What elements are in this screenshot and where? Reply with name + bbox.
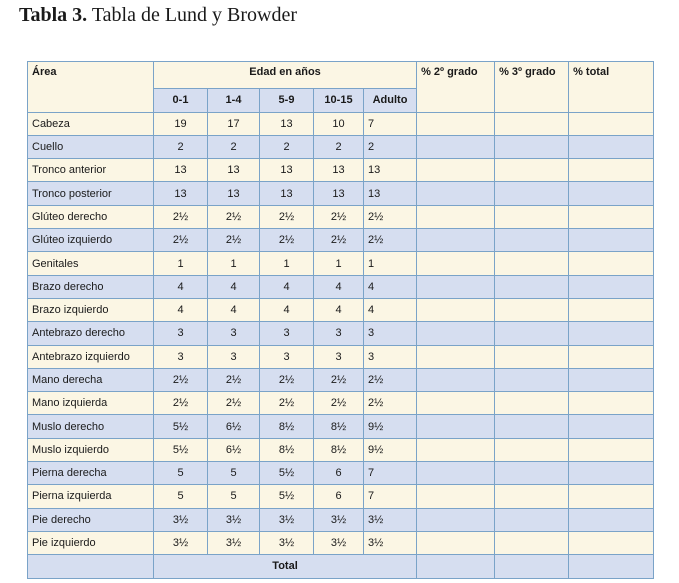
- percent-entry-cell[interactable]: [569, 205, 654, 228]
- value-cell: 2: [260, 135, 314, 158]
- area-cell: Cabeza: [28, 112, 154, 135]
- percent-entry-cell[interactable]: [417, 182, 495, 205]
- value-cell: 3: [260, 345, 314, 368]
- value-cell: 13: [260, 112, 314, 135]
- age-column-header: 5-9: [260, 89, 314, 112]
- value-cell: 5½: [260, 485, 314, 508]
- total-entry-cell[interactable]: [495, 555, 569, 578]
- table-row: [28, 275, 654, 298]
- area-header: Área: [28, 62, 154, 113]
- value-cell: 13: [260, 182, 314, 205]
- value-cell: 1: [260, 252, 314, 275]
- percent-entry-cell[interactable]: [569, 298, 654, 321]
- value-cell: 1: [154, 252, 208, 275]
- age-header: Edad en años: [154, 62, 417, 89]
- area-cell: Pie izquierdo: [28, 531, 154, 554]
- percent-entry-cell[interactable]: [495, 159, 569, 182]
- table-caption: [19, 4, 297, 27]
- value-cell: 7: [364, 112, 417, 135]
- value-cell: 4: [314, 275, 364, 298]
- percent-entry-cell[interactable]: [569, 182, 654, 205]
- percent-entry-cell[interactable]: [495, 275, 569, 298]
- percent-entry-cell[interactable]: [495, 508, 569, 531]
- percent-entry-cell[interactable]: [417, 135, 495, 158]
- value-cell: 5½: [260, 462, 314, 485]
- percent-entry-cell[interactable]: [417, 485, 495, 508]
- value-cell: 2: [154, 135, 208, 158]
- value-cell: 3: [314, 322, 364, 345]
- total-label: Total: [154, 555, 417, 578]
- value-cell: 5: [154, 485, 208, 508]
- value-cell: 1: [364, 252, 417, 275]
- percent-entry-cell[interactable]: [417, 205, 495, 228]
- value-cell: 3: [260, 322, 314, 345]
- value-cell: 4: [154, 298, 208, 321]
- percent-entry-cell[interactable]: [417, 508, 495, 531]
- value-cell: 6: [314, 485, 364, 508]
- percent-entry-cell[interactable]: [569, 322, 654, 345]
- value-cell: 3: [364, 322, 417, 345]
- third-degree-header: % 3º grado: [495, 62, 569, 113]
- area-cell: Pierna derecha: [28, 462, 154, 485]
- percent-entry-cell[interactable]: [495, 135, 569, 158]
- percent-entry-cell[interactable]: [417, 462, 495, 485]
- area-cell: Muslo izquierdo: [28, 438, 154, 461]
- percent-entry-cell[interactable]: [569, 275, 654, 298]
- percent-entry-cell[interactable]: [495, 345, 569, 368]
- percent-entry-cell[interactable]: [417, 438, 495, 461]
- value-cell: 3½: [314, 531, 364, 554]
- value-cell: 2: [314, 135, 364, 158]
- percent-entry-cell[interactable]: [417, 368, 495, 391]
- value-cell: 5½: [154, 438, 208, 461]
- table-row: [28, 159, 654, 182]
- value-cell: 4: [364, 275, 417, 298]
- percent-entry-cell[interactable]: [569, 415, 654, 438]
- age-column-header: 10-15: [314, 89, 364, 112]
- value-cell: 13: [154, 182, 208, 205]
- area-cell: Tronco anterior: [28, 159, 154, 182]
- value-cell: 4: [260, 298, 314, 321]
- value-cell: 2½: [314, 205, 364, 228]
- percent-entry-cell[interactable]: [495, 205, 569, 228]
- area-cell: Muslo derecho: [28, 415, 154, 438]
- value-cell: 9½: [364, 415, 417, 438]
- area-cell: Mano derecha: [28, 368, 154, 391]
- value-cell: 19: [154, 112, 208, 135]
- value-cell: 4: [208, 298, 260, 321]
- value-cell: 7: [364, 485, 417, 508]
- percent-entry-cell[interactable]: [417, 415, 495, 438]
- value-cell: 7: [364, 462, 417, 485]
- area-cell: Mano izquierda: [28, 392, 154, 415]
- percent-entry-cell[interactable]: [495, 229, 569, 252]
- table-row: [28, 392, 654, 415]
- total-entry-cell[interactable]: [569, 555, 654, 578]
- value-cell: 3½: [314, 508, 364, 531]
- value-cell: 4: [154, 275, 208, 298]
- age-column-header: 0-1: [154, 89, 208, 112]
- value-cell: 2½: [260, 392, 314, 415]
- table-row: [28, 438, 654, 461]
- value-cell: 2: [208, 135, 260, 158]
- percent-entry-cell[interactable]: [417, 531, 495, 554]
- value-cell: 3½: [154, 531, 208, 554]
- value-cell: 6½: [208, 415, 260, 438]
- value-cell: 2½: [314, 392, 364, 415]
- percent-entry-cell[interactable]: [495, 112, 569, 135]
- percent-entry-cell[interactable]: [495, 182, 569, 205]
- value-cell: 6½: [208, 438, 260, 461]
- percent-entry-cell[interactable]: [569, 485, 654, 508]
- value-cell: 5½: [154, 415, 208, 438]
- value-cell: 13: [314, 182, 364, 205]
- value-cell: 4: [364, 298, 417, 321]
- percent-entry-cell[interactable]: [417, 159, 495, 182]
- caption-label: Tabla 3.: [19, 4, 88, 26]
- percent-entry-cell[interactable]: [495, 392, 569, 415]
- value-cell: 2½: [208, 205, 260, 228]
- percent-entry-cell[interactable]: [569, 438, 654, 461]
- value-cell: 13: [208, 182, 260, 205]
- value-cell: 3: [364, 345, 417, 368]
- value-cell: 2½: [364, 368, 417, 391]
- value-cell: 3½: [208, 531, 260, 554]
- percent-entry-cell[interactable]: [569, 508, 654, 531]
- percent-entry-cell[interactable]: [495, 531, 569, 554]
- table-row: [28, 462, 654, 485]
- percent-entry-cell[interactable]: [495, 485, 569, 508]
- percent-entry-cell[interactable]: [569, 368, 654, 391]
- value-cell: 3½: [364, 508, 417, 531]
- area-cell: Antebrazo derecho: [28, 322, 154, 345]
- value-cell: 2½: [154, 205, 208, 228]
- table-row: [28, 182, 654, 205]
- percent-entry-cell[interactable]: [569, 345, 654, 368]
- value-cell: 13: [154, 159, 208, 182]
- percent-entry-cell[interactable]: [417, 298, 495, 321]
- value-cell: 2½: [208, 229, 260, 252]
- value-cell: 3½: [154, 508, 208, 531]
- value-cell: 2½: [260, 229, 314, 252]
- area-cell: Cuello: [28, 135, 154, 158]
- value-cell: 2½: [364, 229, 417, 252]
- value-cell: 2½: [154, 368, 208, 391]
- percent-entry-cell[interactable]: [569, 112, 654, 135]
- area-cell: Pierna izquierda: [28, 485, 154, 508]
- value-cell: 4: [260, 275, 314, 298]
- percent-entry-cell[interactable]: [569, 135, 654, 158]
- value-cell: 10: [314, 112, 364, 135]
- value-cell: 3½: [208, 508, 260, 531]
- table-row: [28, 508, 654, 531]
- value-cell: 17: [208, 112, 260, 135]
- caption-text: Tabla de Lund y Browder: [91, 4, 298, 26]
- percent-entry-cell[interactable]: [495, 415, 569, 438]
- value-cell: 3: [208, 345, 260, 368]
- percent-entry-cell[interactable]: [569, 229, 654, 252]
- percent-entry-cell[interactable]: [495, 298, 569, 321]
- value-cell: 5: [208, 462, 260, 485]
- table-row: [28, 298, 654, 321]
- table-row: [28, 485, 654, 508]
- total-blank-cell: [28, 555, 154, 578]
- value-cell: 8½: [260, 415, 314, 438]
- table-row: [28, 252, 654, 275]
- age-column-header: Adulto: [364, 89, 417, 112]
- value-cell: 2½: [208, 392, 260, 415]
- value-cell: 2½: [154, 229, 208, 252]
- value-cell: 2½: [208, 368, 260, 391]
- percent-entry-cell[interactable]: [495, 462, 569, 485]
- table-row: [28, 205, 654, 228]
- value-cell: 2½: [314, 229, 364, 252]
- table-row: [28, 531, 654, 554]
- area-cell: Genitales: [28, 252, 154, 275]
- value-cell: 2: [364, 135, 417, 158]
- table-row: [28, 229, 654, 252]
- second-degree-header: % 2º grado: [417, 62, 495, 113]
- value-cell: 3: [208, 322, 260, 345]
- value-cell: 3½: [260, 508, 314, 531]
- table-row: [28, 135, 654, 158]
- value-cell: 1: [314, 252, 364, 275]
- value-cell: 8½: [314, 438, 364, 461]
- table-row: [28, 112, 654, 135]
- value-cell: 1: [208, 252, 260, 275]
- area-cell: Tronco posterior: [28, 182, 154, 205]
- percent-entry-cell[interactable]: [417, 112, 495, 135]
- area-cell: Brazo izquierdo: [28, 298, 154, 321]
- area-cell: Pie derecho: [28, 508, 154, 531]
- lund-browder-table: [27, 61, 654, 579]
- table-row: [28, 345, 654, 368]
- value-cell: 4: [314, 298, 364, 321]
- area-cell: Glúteo izquierdo: [28, 229, 154, 252]
- value-cell: 6: [314, 462, 364, 485]
- value-cell: 13: [208, 159, 260, 182]
- value-cell: 2½: [260, 205, 314, 228]
- value-cell: 5: [154, 462, 208, 485]
- value-cell: 2½: [364, 392, 417, 415]
- percent-entry-cell[interactable]: [569, 462, 654, 485]
- value-cell: 3½: [364, 531, 417, 554]
- value-cell: 3: [154, 345, 208, 368]
- area-cell: Brazo derecho: [28, 275, 154, 298]
- value-cell: 8½: [314, 415, 364, 438]
- percent-entry-cell[interactable]: [495, 322, 569, 345]
- total-row: [28, 555, 654, 578]
- percent-entry-cell[interactable]: [417, 322, 495, 345]
- total-pct-header: % total: [569, 62, 654, 113]
- value-cell: 3: [314, 345, 364, 368]
- table-row: [28, 368, 654, 391]
- value-cell: 2½: [260, 368, 314, 391]
- percent-entry-cell[interactable]: [569, 392, 654, 415]
- percent-entry-cell[interactable]: [569, 531, 654, 554]
- value-cell: 3½: [260, 531, 314, 554]
- area-cell: Glúteo derecho: [28, 205, 154, 228]
- percent-entry-cell[interactable]: [495, 252, 569, 275]
- value-cell: 5: [208, 485, 260, 508]
- value-cell: 4: [208, 275, 260, 298]
- value-cell: 2½: [364, 205, 417, 228]
- percent-entry-cell[interactable]: [495, 368, 569, 391]
- percent-entry-cell[interactable]: [417, 392, 495, 415]
- percent-entry-cell[interactable]: [569, 252, 654, 275]
- percent-entry-cell[interactable]: [417, 345, 495, 368]
- percent-entry-cell[interactable]: [495, 438, 569, 461]
- table-body: [28, 112, 654, 578]
- value-cell: 2½: [154, 392, 208, 415]
- table-row: [28, 415, 654, 438]
- percent-entry-cell[interactable]: [417, 252, 495, 275]
- header-row-1: [28, 62, 654, 89]
- area-cell: Antebrazo izquierdo: [28, 345, 154, 368]
- value-cell: 3: [154, 322, 208, 345]
- value-cell: 13: [260, 159, 314, 182]
- value-cell: 9½: [364, 438, 417, 461]
- age-column-header: 1-4: [208, 89, 260, 112]
- value-cell: 13: [314, 159, 364, 182]
- percent-entry-cell[interactable]: [569, 159, 654, 182]
- percent-entry-cell[interactable]: [417, 229, 495, 252]
- value-cell: 13: [364, 159, 417, 182]
- total-entry-cell[interactable]: [417, 555, 495, 578]
- value-cell: 13: [364, 182, 417, 205]
- table-row: [28, 322, 654, 345]
- value-cell: 8½: [260, 438, 314, 461]
- value-cell: 2½: [314, 368, 364, 391]
- percent-entry-cell[interactable]: [417, 275, 495, 298]
